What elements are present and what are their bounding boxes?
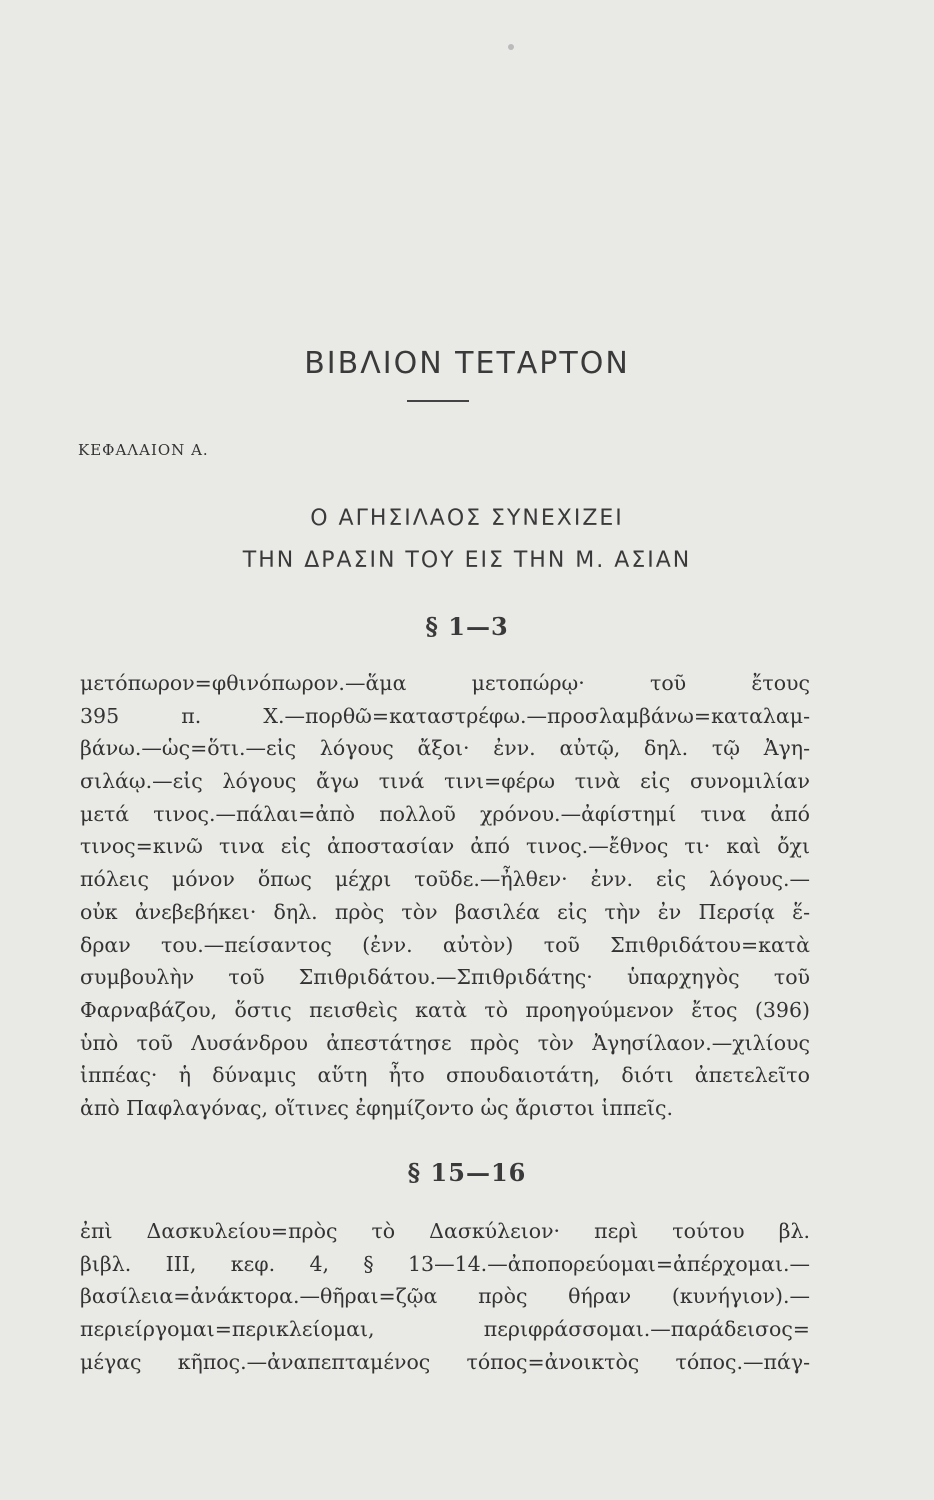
text-line: ὑπὸ τοῦ Λυσάνδρου ἀπεστάτησε πρὸς τὸν Ἀγησίλαον.—χιλίους <box>80 1030 810 1055</box>
text-line: μετόπωρον=φθινόπωρον.—ἅμα μετοπώρῳ· τοῦ ἔτους <box>80 671 810 695</box>
text-line: βασίλεια=ἀνάκτορα.—θῆραι=ζῷα πρὸς θήραν (κυνήγιον).— <box>80 1284 810 1309</box>
section-mark-1: § 1—3 <box>425 612 509 641</box>
text-line: ἐπὶ Δασκυλείου=πρὸς τὸ Δασκύλειον· περὶ τούτου βλ. <box>80 1219 810 1243</box>
text-line: συμβουλὴν τοῦ Σπιθριδάτου.—Σπιθριδάτης· ὑπαρχηγὸς τοῦ <box>80 965 810 990</box>
text-line: σιλάῳ.—εἰς λόγους ἄγω τινά τινι=φέρω τινὰ εἰς συνομιλίαν <box>80 769 810 794</box>
text-line: πόλεις μόνον ὅπως μέχρι τοῦδε.—ἦλθεν· ἐνν. εἰς λόγους.— <box>80 867 810 892</box>
text-line: ἀπὸ Παφλαγόνας, οἵτινες ἐφημίζοντο ὡς ἄριστοι ἱππεῖς. <box>80 1095 673 1120</box>
text-line: βάνω.—ὡς=ὅτι.—εἰς λόγους ἄξοι· ἐνν. αὐτῷ, δηλ. τῷ Ἀγη- <box>80 736 810 761</box>
print-speck <box>508 44 514 50</box>
text-line: δραν του.—πείσαντος (ἐνν. αὐτὸν) τοῦ Σπιθριδάτου=κατὰ <box>80 932 810 957</box>
text-line: περιείργομαι=περικλείομαι, περιφράσσομαι.—παράδεισος= <box>80 1317 810 1342</box>
title-underline <box>407 400 469 402</box>
text-line: οὐκ ἀνεβεβήκει· δηλ. πρὸς τὸν βασιλέα εἰς τὴν ἐν Περσίᾳ ἕ- <box>80 899 810 924</box>
chapter-label: ΚΕΦΑΛΑΙΟΝ Α. <box>78 441 209 459</box>
text-line: μετά τινος.—πάλαι=ἀπὸ πολλοῦ χρόνου.—ἀφίστημί τινα ἀπό <box>80 801 810 826</box>
commentary-paragraph-2 <box>80 1215 810 1378</box>
book-title: ΒΙΒΛΙΟΝ ΤΕΤΑΡΤΟΝ <box>304 346 630 381</box>
text-line: ἱππέας· ἡ δύναμις αὕτη ἦτο σπουδαιοτάτη, διότι ἀπετελεῖτο <box>80 1063 810 1088</box>
chapter-heading-line-2: ΤΗΝ ΔΡΑΣΙΝ ΤΟΥ ΕΙΣ ΤΗΝ Μ. ΑΣΙΑΝ <box>242 548 692 573</box>
chapter-heading-line-1: Ο ΑΓΗΣΙΛΑΟΣ ΣΥΝΕΧΙΖΕΙ <box>310 506 624 531</box>
commentary-paragraph-1 <box>80 667 810 1125</box>
section-mark-2: § 15—16 <box>407 1158 527 1187</box>
text-line: βιβλ. ΙΙΙ, κεφ. 4, § 13—14.—ἀποπορεύομαι=ἀπέρχομαι.— <box>80 1251 810 1276</box>
text-line: τινος=κινῶ τινα εἰς ἀποστασίαν ἀπό τινος.—ἔθνος τι· καὶ ὄχι <box>80 834 810 859</box>
text-line: 395 π. Χ.—πορθῶ=καταστρέφω.—προσλαμβάνω=καταλαμ- <box>80 703 810 728</box>
text-line: μέγας κῆπος.—ἀναπεπταμένος τόπος=ἀνοικτὸς τόπος.—πάγ- <box>80 1349 810 1374</box>
text-line: Φαρναβάζου, ὅστις πεισθεὶς κατὰ τὸ προηγούμενον ἔτος (396) <box>80 997 810 1022</box>
